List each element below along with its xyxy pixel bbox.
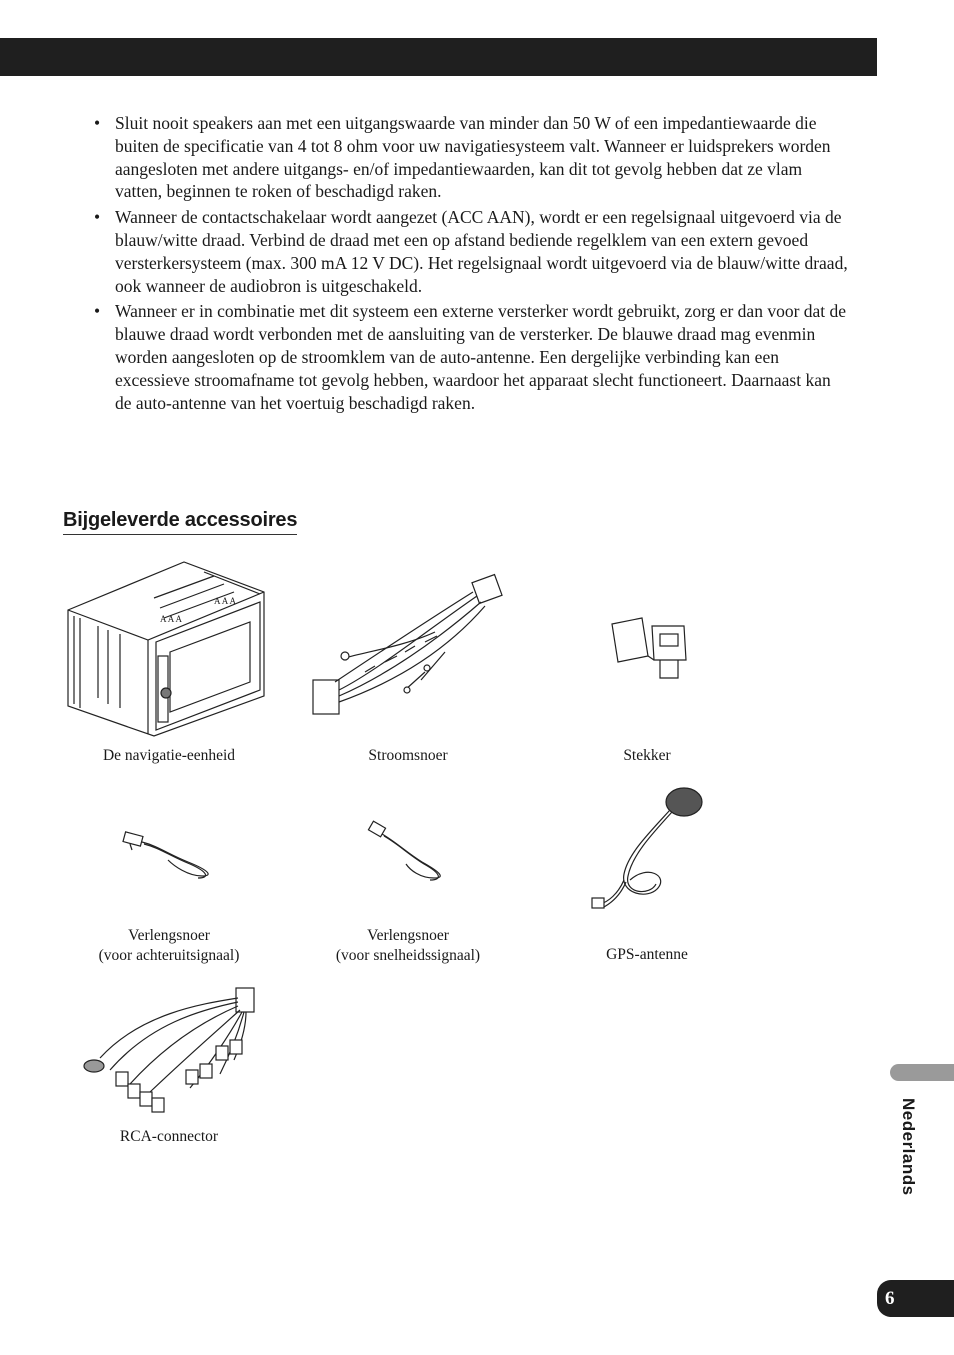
list-item <box>88 300 848 414</box>
power-cord-illustration <box>305 572 505 724</box>
language-label: Nederlands <box>899 1098 918 1196</box>
gps-antenna-caption: GPS-antenne <box>606 946 688 963</box>
language-tab <box>890 1064 954 1081</box>
nav-unit-caption: De navigatie-eenheid <box>102 747 236 764</box>
list-item-text: Wanneer de contactschakelaar wordt aangezet (ACC AAN), wordt er een regelsignaal uitgevoerd via de blauw/witte draad. Verbind de draad met een op afstand bediende regelklem van een extern gevoed versterkersysteem (max. 300 mA 12 V DC). Het regelsignaal wordt uitgevoerd via de blauw/witte draad, ook wanneer de audiobron is uitgeschakeld. <box>115 207 848 296</box>
rca-connector-illustration <box>80 984 258 1116</box>
speed-cord-caption-line1: Verlengsnoer <box>367 927 449 944</box>
bullet-icon: • <box>94 207 101 228</box>
power-cord-caption: Stroomsnoer <box>368 747 448 764</box>
speed-cord-caption-line2: (voor snelheidssignaal) <box>335 947 481 964</box>
list-item <box>88 112 848 203</box>
reverse-extension-cord-illustration <box>118 826 218 882</box>
list-item <box>88 206 848 297</box>
plug-caption: Stekker <box>623 747 671 764</box>
svg-text:A A A: A A A <box>160 614 183 624</box>
warning-list <box>88 112 848 417</box>
list-item-text: Wanneer er in combinatie met dit systeem een externe versterker wordt gebruikt, zorg er dan voor dat de blauwe draad wordt verbonden met de aansluiting van de versterker. De blauwe draad mag evenmin worden aangesloten op de stroomklem van de auto-antenne. Een dergelijke verbinding kan een excessieve stroomafname tot gevolg hebben, waardoor het apparaat slecht functioneert. Daarnaast kan de auto-antenne van het voertuig beschadigd raken. <box>115 301 847 413</box>
gps-antenna-illustration <box>588 784 708 924</box>
bullet-icon: • <box>94 301 101 322</box>
bullet-icon: • <box>94 113 101 133</box>
reverse-cord-caption-line2: (voor achteruitsignaal) <box>98 947 240 964</box>
page-number: 6 <box>877 1280 954 1317</box>
rca-connector-caption: RCA-connector <box>119 1128 219 1145</box>
plug-illustration <box>608 616 692 682</box>
list-item-text: Sluit nooit speakers aan met een uitgangswaarde van minder dan 50 W of een impedantiewaarde die buiten de specificatie van 4 tot 8 ohm voor uw navigatiesysteem valt. Wanneer er luidsprekers worden aangesloten met andere uitgangs- en/of impedantiewaarden, kan dit tot gevolg hebben dat ze vlam vatten, beginnen te roken of beschadigd raken. <box>115 113 831 202</box>
svg-text:A A A: A A A <box>214 596 237 606</box>
section-title: Bijgeleverde accessoires <box>63 509 297 535</box>
header-bar <box>0 38 877 76</box>
navigation-unit-illustration <box>64 558 274 738</box>
reverse-cord-caption-line1: Verlengsnoer <box>128 927 210 944</box>
speed-extension-cord-illustration <box>366 820 450 882</box>
